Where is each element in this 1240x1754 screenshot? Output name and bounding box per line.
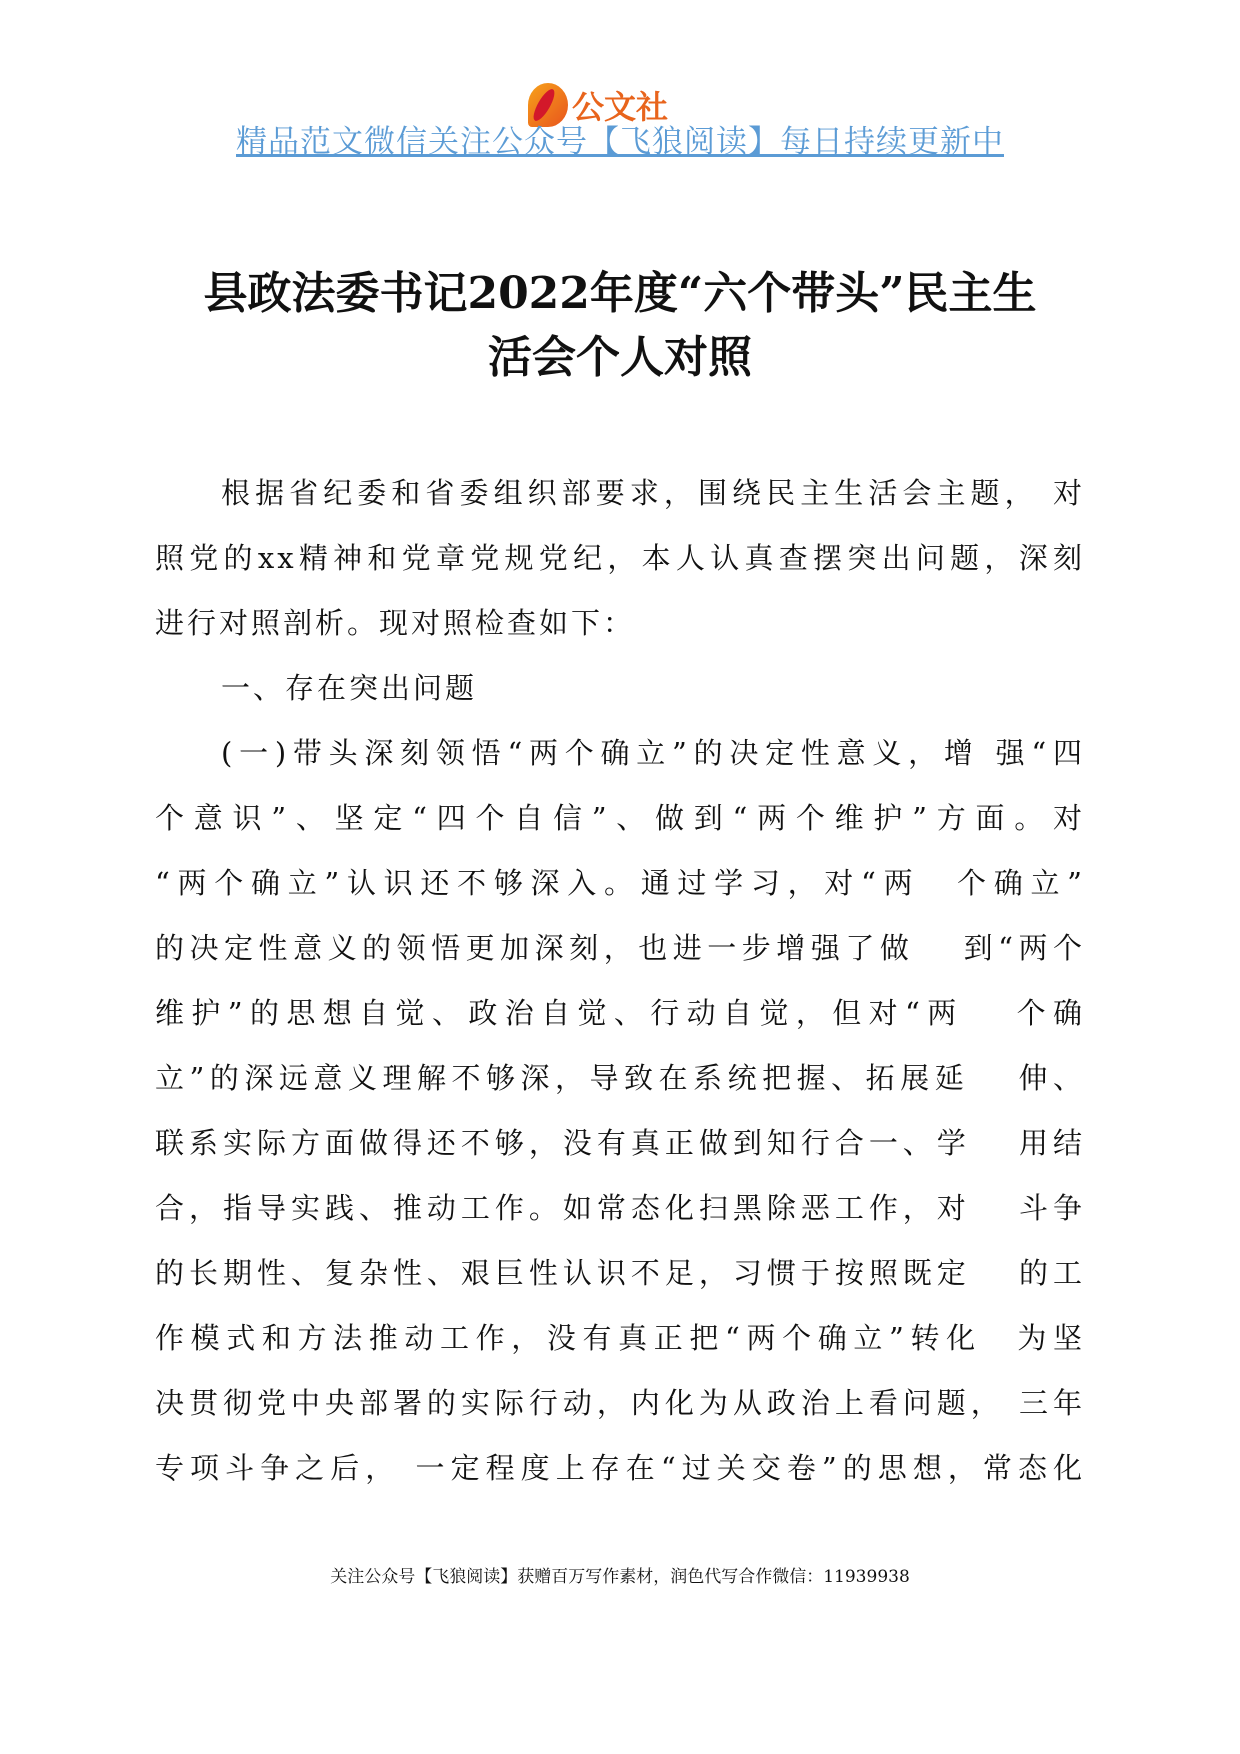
paragraph-line: 根据省纪委和省委组织部要求，围绕民主生活会主题， 对 [221,476,1085,510]
section-heading: 一、存在突出问题 [221,671,478,705]
document-title [140,262,1100,390]
paragraph-line: 立”的深远意义理解不够深，导致在系统把握、拓展延 伸、 [155,1061,1085,1095]
paragraph-line: (一)带头深刻领悟“两个确立”的决定性意义，增 强“四 [221,736,1085,770]
paragraph-line: 个意识”、坚定“四个自信”、做到“两个维护”方面。对 [155,801,1085,835]
paragraph-line: 作模式和方法推动工作，没有真正把“两个确立”转化 为坚 [155,1321,1085,1355]
paragraph-line: 照党的xx精神和党章党规党纪，本人认真查摆突出问题，深刻 [155,541,1085,575]
document-body [155,468,1085,1508]
promo-banner-link[interactable]: 精品范文微信关注公众号【飞狼阅读】每日持续更新中 [236,124,1004,160]
paragraph-line: 专项斗争之后， 一定程度上存在“过关交卷”的思想，常态化 [155,1451,1085,1485]
paragraph-line: 决贯彻党中央部署的实际行动，内化为从政治上看问题， 三年 [155,1386,1085,1420]
paragraph-line: “两个确立”认识还不够深入。通过学习，对“两 个确立” [155,866,1085,900]
paragraph-line: 的决定性意义的领悟更加深刻，也进一步增强了做 到“两个 [155,931,1085,965]
paragraph-line: 进行对照剖析。现对照检查如下： [155,606,636,640]
paragraph-line: 的长期性、复杂性、艰巨性认识不足，习惯于按照既定 的工 [155,1256,1085,1290]
paragraph-line: 合，指导实践、推动工作。如常态化扫黑除恶工作，对 斗争 [155,1191,1085,1225]
title-line: 活会个人对照 [488,332,752,383]
page-footer: 关注公众号【飞狼阅读】获赠百万写作素材，润色代写合作微信：11939938 [330,1567,910,1587]
title-line: 县政法委书记2022年度“六个带头”民主生 [203,268,1037,319]
logo-text: 公文社 [572,88,669,126]
paragraph-line: 维护”的思想自觉、政治自觉、行动自觉，但对“两 个确 [155,996,1085,1030]
paragraph-line: 联系实际方面做得还不够，没有真正做到知行合一、学 用结 [155,1126,1085,1160]
